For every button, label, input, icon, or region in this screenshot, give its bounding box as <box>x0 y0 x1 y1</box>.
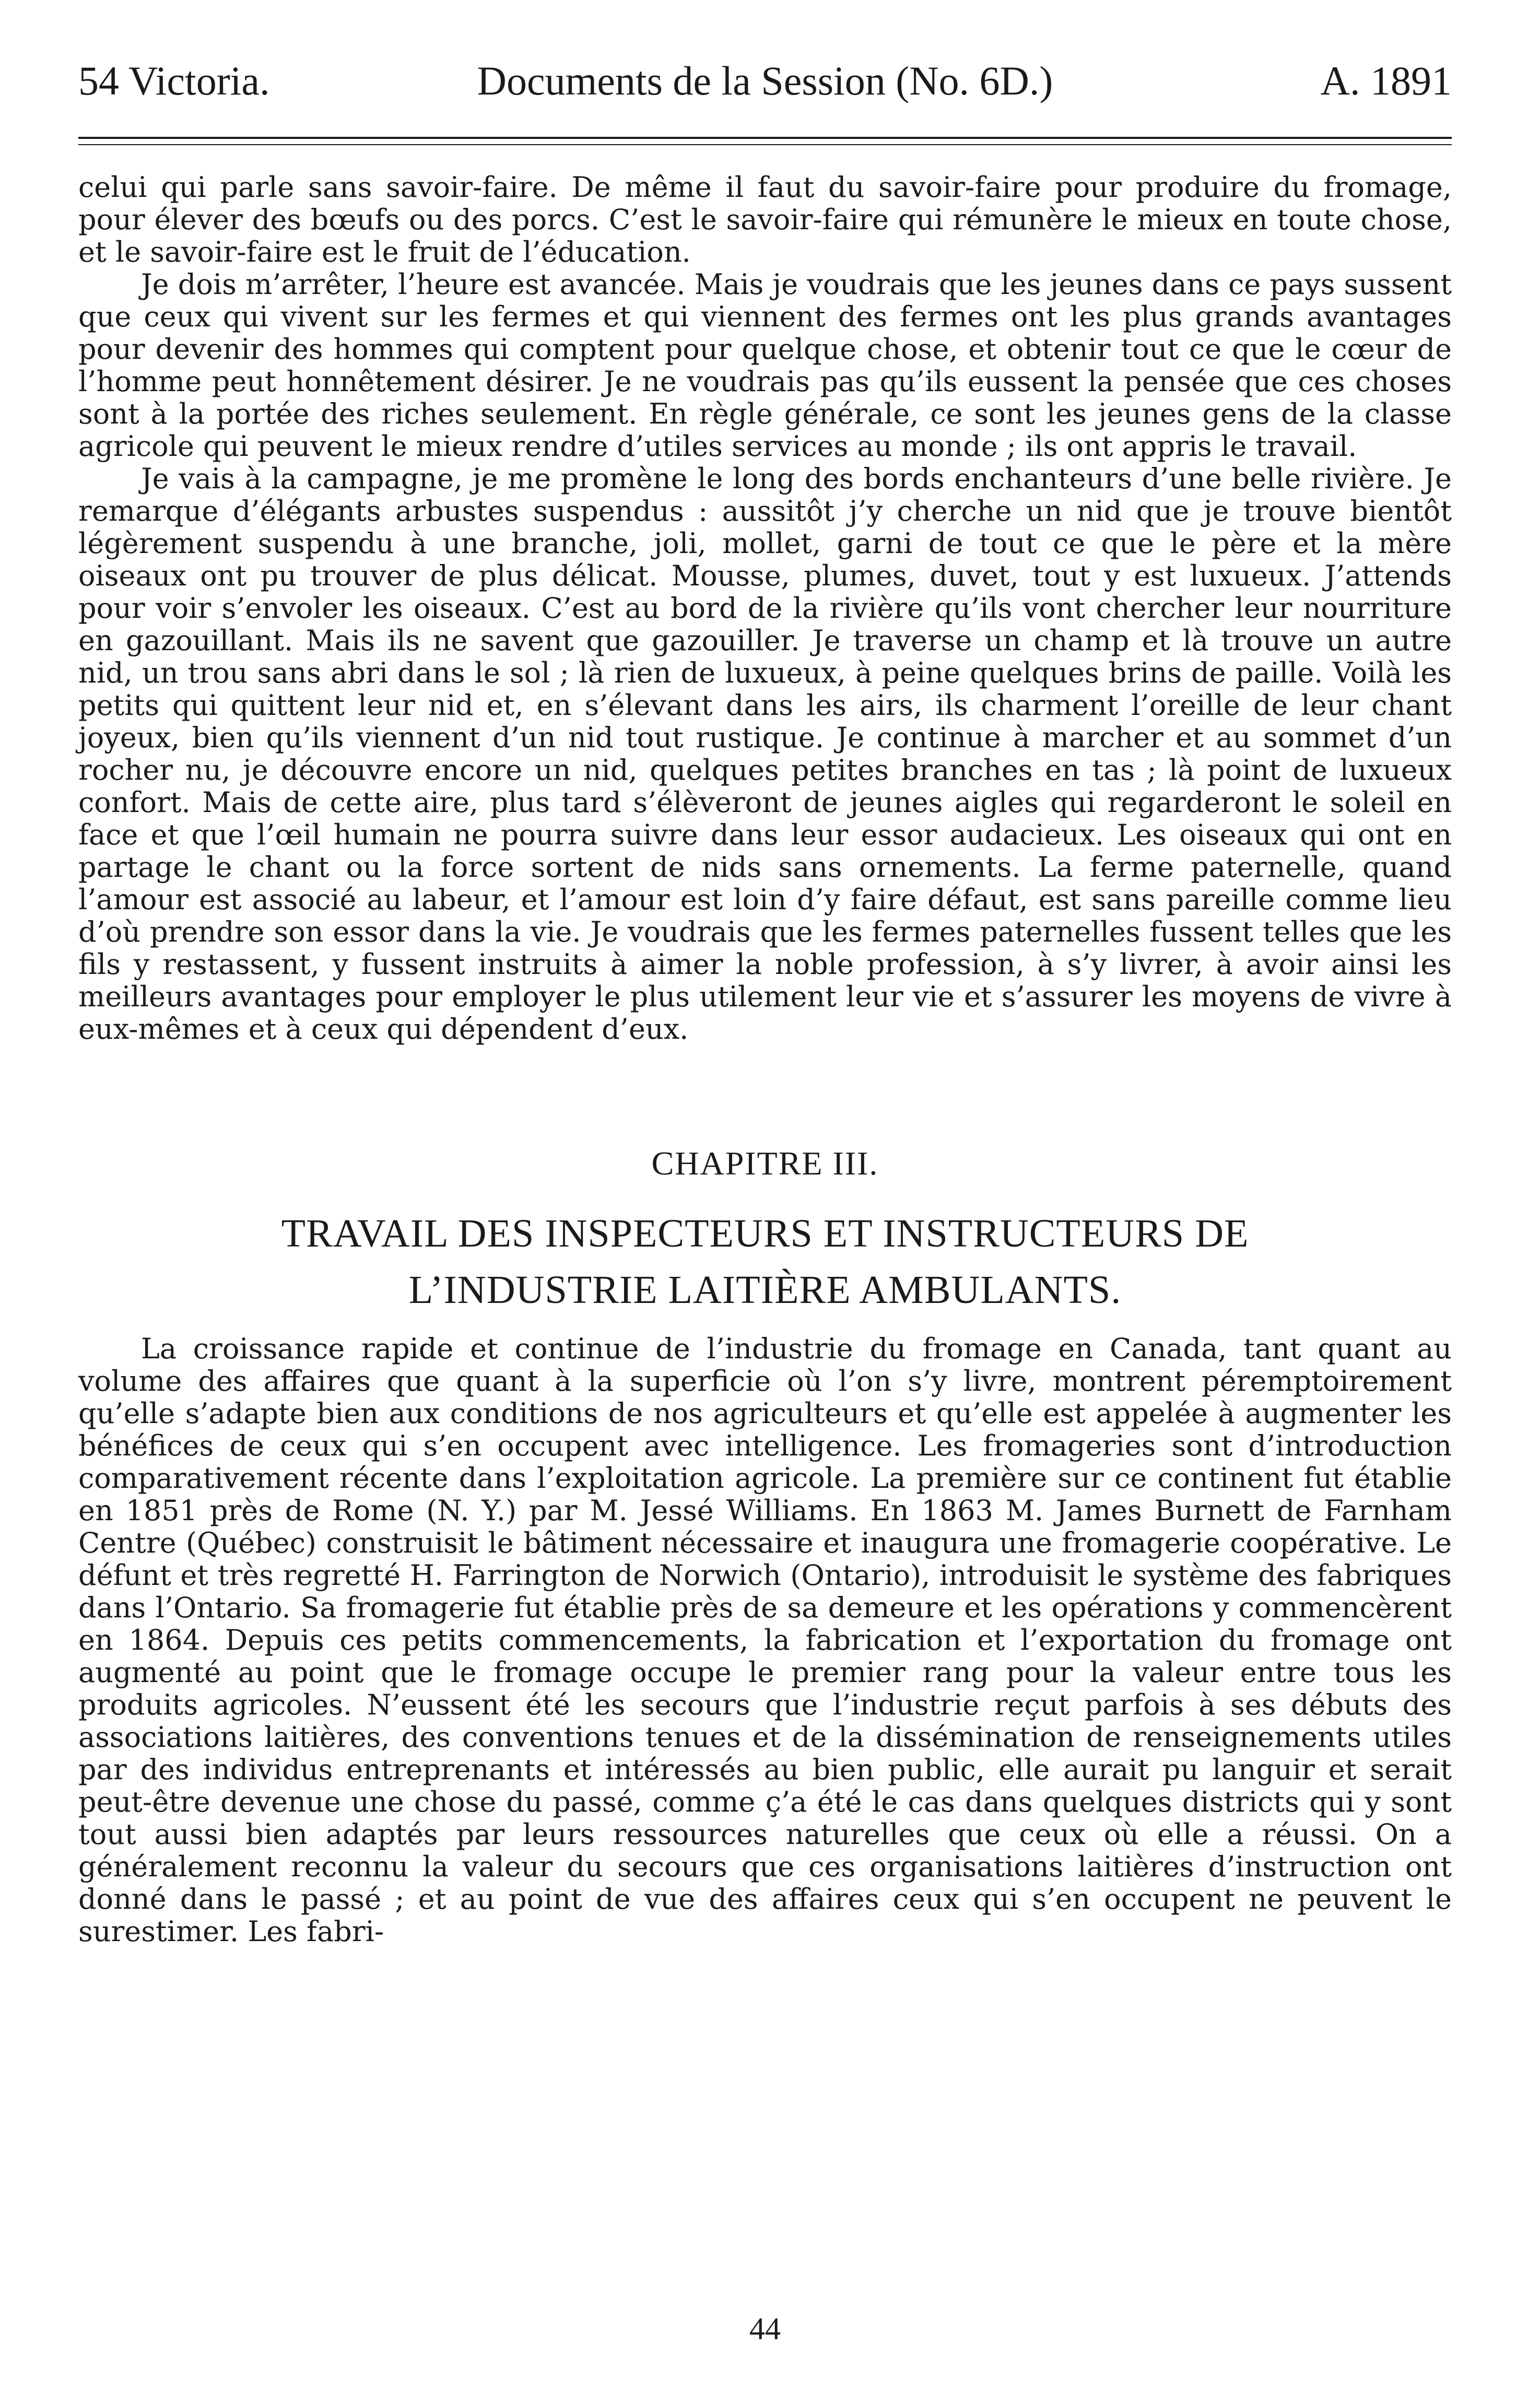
paragraph-continued: celui qui parle sans savoir-faire. De même il faut du savoir-faire pour produire du fromage, pour élever des bœufs ou des porcs. C’est le savoir-faire qui rémunère le mieux en toute chose, et le savoir-faire est le fruit de l’éducation. <box>78 171 1452 268</box>
running-head-title: Documents de la Session (No. 6D.) <box>477 58 1053 103</box>
paragraph: Je vais à la campagne, je me promène le long des bords enchanteurs d’une belle rivière. Je remarque d’élégants arbustes suspendus : aussitôt j’y cherche un nid que je trouve bientôt légèrement suspendu à une branche, joli, mollet, garni de tout ce que le père et la mère oiseaux ont pu trouver de plus délicat. Mousse, plumes, duvet, tout y est luxueux. J’attends pour voir s’envoler les oiseaux. C’est au bord de la rivière qu’ils vont chercher leur nourriture en gazouillant. Mais ils ne savent que gazouiller. Je traverse un champ et là trouve un autre nid, un trou sans abri dans le sol ; là rien de luxueux, à peine quelques brins de paille. Voilà les petits qui quittent leur nid et, en s’élevant dans les airs, ils charment l’oreille de leur chant joyeux, bien qu’ils viennent d’un nid tout rustique. Je continue à marcher et au sommet d’un rocher nu, je découvre encore un nid, quelques petites branches en tas ; là point de luxueux confort. Mais de cette aire, plus tard s’élèveront de jeunes aigles qui regarderont le soleil en face et que l’œil humain ne pourra suivre dans leur essor audacieux. Les oiseaux qui ont en partage le chant ou la force sortent de nids sans ornements. La ferme paternelle, quand l’amour est associé au labeur, et l’amour est loin d’y faire défaut, est sans pareille comme lieu d’où prendre son essor dans la vie. Je voudrais que les fermes paternelles fussent telles que les fils y restassent, y fussent instruits à aimer la noble profession, à s’y livrer, à avoir ainsi les meilleurs avantages pour employer le plus utilement leur vie et s’assurer les moyens de vivre à eux-mêmes et à ceux qui dépendent d’eux. <box>78 462 1452 1045</box>
main-text <box>78 171 1452 1045</box>
paragraph: La croissance rapide et continue de l’industrie du fromage en Canada, tant quant au volume des affaires que quant à la superficie où l’on s’y livre, montrent péremptoirement qu’elle s’adapte bien aux conditions de nos agriculteurs et qu’elle est appelée à augmenter les bénéfices de ceux qui s’en occupent avec intelligence. Les fromageries sont d’introduction comparativement récente dans l’exploitation agricole. La première sur ce continent fut établie en 1851 près de Rome (N. Y.) par M. Jessé Williams. En 1863 M. James Burnett de Farnham Centre (Québec) construisit le bâtiment nécessaire et inaugura une fromagerie coopérative. Le défunt et très regretté H. Farrington de Norwich (Ontario), introduisit le système des fabriques dans l’Ontario. Sa fromagerie fut établie près de sa demeure et les opérations y commencèrent en 1864. Depuis ces petits commencements, la fabrication et l’exportation du fromage ont augmenté au point que le fromage occupe le premier rang pour la valeur entre tous les produits agricoles. N’eussent été les secours que l’industrie reçut parfois à ses débuts des associations laitières, des conventions tenues et de la dissémination de renseignements utiles par des individus entreprenants et intéressés au bien public, elle aurait pu languir et serait peut-être devenue une chose du passé, comme ç’a été le cas dans quelques districts qui y sont tout aussi bien adaptés par leurs ressources naturelles que ceux où elle a réussi. On a généralement reconnu la valeur du secours que ces organisations laitières d’instruction ont donné dans le passé ; et au point de vue des affaires ceux qui s’en occupent ne peuvent le surestimer. Les fabri- <box>78 1332 1452 1948</box>
chapter-title-line-2: L’INDUSTRIE LAITIÈRE AMBULANTS. <box>408 1268 1122 1312</box>
page-number: 44 <box>749 2311 781 2346</box>
running-head <box>78 52 1452 110</box>
document-page <box>78 52 1452 2350</box>
chapter-label: CHAPITRE III. <box>651 1145 879 1182</box>
running-head-year: A. 1891 <box>1320 58 1452 103</box>
header-rule-thick <box>78 137 1452 139</box>
chapter-title <box>78 1205 1452 1318</box>
header-rule-thin <box>78 144 1452 145</box>
running-head-volume: 54 Victoria. <box>78 58 270 103</box>
paragraph: Je dois m’arrêter, l’heure est avancée. Mais je voudrais que les jeunes dans ce pays sussent que ceux qui vivent sur les fermes et qui viennent des fermes ont les plus grands avantages pour devenir des hommes qui comptent pour quelque chose, et obtenir tout ce que le cœur de l’homme peut honnêtement désirer. Je ne voudrais pas qu’ils eussent la pensée que ces choses sont à la portée des riches seulement. En règle générale, ce sont les jeunes gens de la classe agricole qui peuvent le mieux rendre d’utiles services au monde ; ils ont appris le travail. <box>78 268 1452 463</box>
chapter-title-line-1: TRAVAIL DES INSPECTEURS ET INSTRUCTEURS DE <box>281 1212 1249 1255</box>
chapter-text <box>78 1333 1452 1948</box>
